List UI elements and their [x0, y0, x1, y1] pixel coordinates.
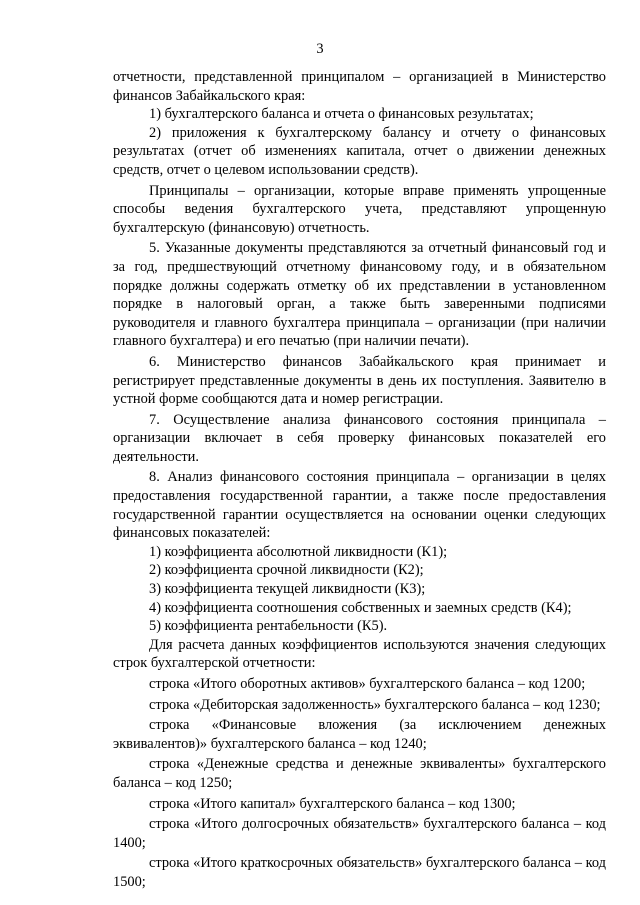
balance-line-item: строка «Итого оборотных активов» бухгалтерского баланса – код 1200; — [149, 676, 586, 692]
coefficient-item: 2) коэффициента срочной ликвидности (К2); — [149, 562, 424, 579]
coefficient-item: 1) коэффициента абсолютной ликвидности (К1); — [149, 543, 448, 560]
coefficient-item: 3) коэффициента текущей ликвидности (К3); — [149, 581, 426, 598]
page-number: 3 — [316, 41, 324, 57]
balance-line-item: строка «Итого долгосрочных обязательств» бухгалтерского баланса – код 1400; — [113, 816, 606, 851]
list-item-appendix: 2) приложения к бухгалтерскому балансу и отчету о финансовых результатах (отчет об изменениях капитала, отчет о движении денежных средств, отчет о целевом использовании средств). — [113, 124, 606, 178]
coefficient-item: 5) коэффициента рентабельности (К5). — [149, 618, 388, 635]
balance-line-item: строка «Дебиторская задолженность» бухгалтерского баланса – код 1230; — [149, 696, 601, 713]
balance-line-item: строка «Итого капитал» бухгалтерского баланса – код 1300; — [149, 795, 516, 812]
paragraph-item-8: 8. Анализ финансового состояния принципала – организации в целях предоставления государственной гарантии, а также после предоставления государственной гарантии осуществляется на основании оценки следующих финансовых показателей: — [113, 469, 606, 542]
paragraph-continuation: отчетности, представленной принципалом – организацией в Министерство финансов Забайкальского края: — [113, 69, 606, 104]
paragraph-calc-intro: Для расчета данных коэффициентов используются значения следующих строк бухгалтерской отчетности: — [113, 636, 606, 672]
paragraph-principals: Принципалы – организации, которые вправе применять упрощенные способы ведения бухгалтерского учета, представляют упрощенную бухгалтерскую (финансовую) отчетность. — [113, 182, 606, 236]
balance-line-item: строка «Финансовые вложения (за исключением денежных эквивалентов)» бухгалтерского баланса – код 1240; — [113, 717, 606, 752]
balance-line-item: строка «Денежные средства и денежные эквиваленты» бухгалтерского баланса – код 1250; — [113, 756, 606, 791]
paragraph-item-5: 5. Указанные документы представляются за отчетный финансовый год и за год, предшествующий отчетному финансовому году, и в обязательном порядке должны содержать отметку об их представлении в установленном порядке в налоговый орган, а также быть заверенными подписями руководителя и главного бухгалтера принципала – организации (при наличии главного бухгалтера) и его печатью (при наличии печати). — [113, 240, 606, 350]
coefficient-item: 4) коэффициента соотношения собственных и заемных средств (К4); — [149, 599, 572, 616]
paragraph-item-7: 7. Осуществление анализа финансового состояния принципала – организации включает в себя проверку финансовых показателей его деятельности. — [113, 411, 606, 465]
list-item-balance: 1) бухгалтерского баланса и отчета о финансовых результатах; — [149, 106, 534, 123]
balance-line-item: строка «Итого краткосрочных обязательств» бухгалтерского баланса – код 1500; — [113, 855, 606, 890]
document-body — [113, 68, 606, 892]
paragraph-item-6: 6. Министерство финансов Забайкальского края принимает и регистрирует представленные документы в день их поступления. Заявителю в устной форме сообщаются дата и номер регистрации. — [113, 353, 606, 408]
